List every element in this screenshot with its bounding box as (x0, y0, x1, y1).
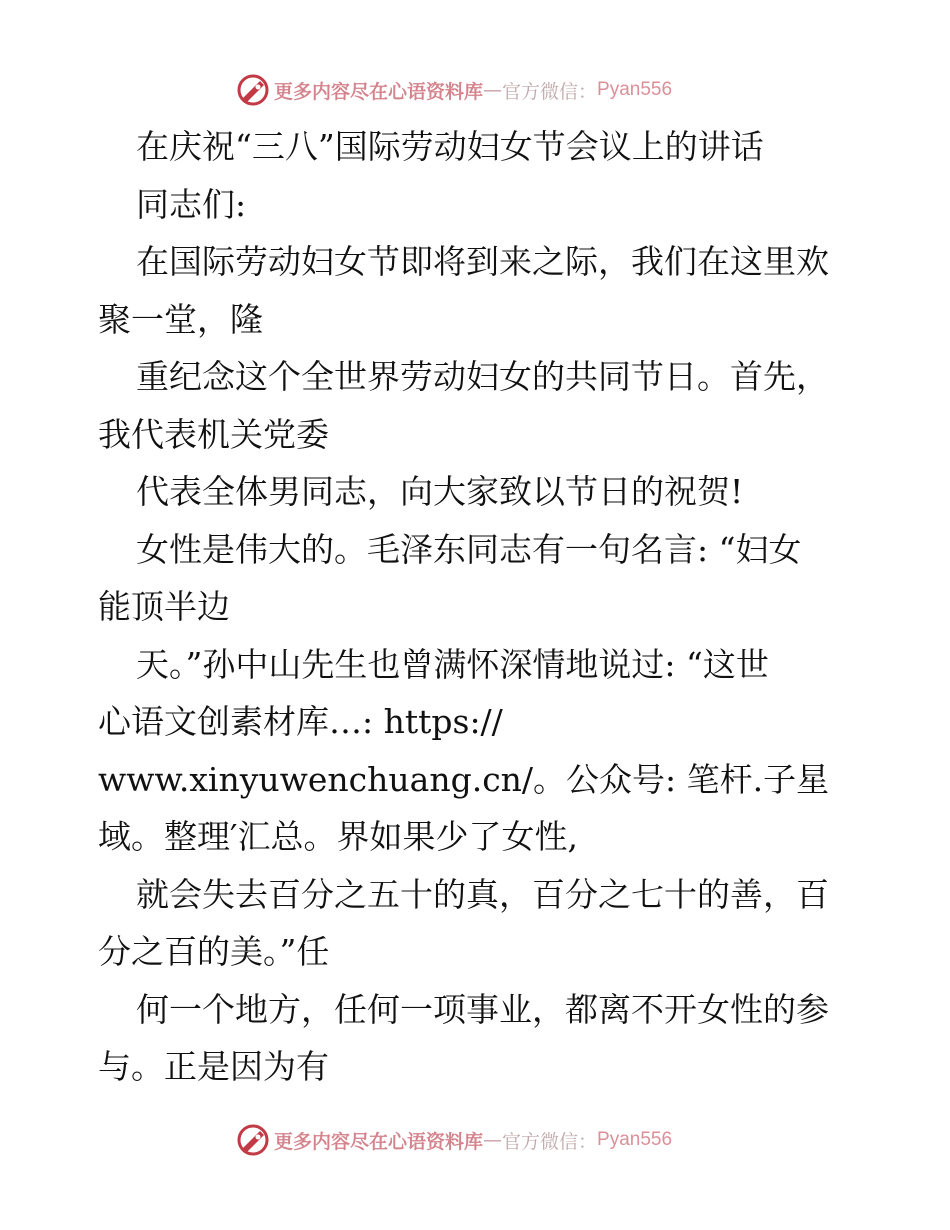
body-text-line: 域。整理′汇总。界如果少了女性, (98, 817, 578, 856)
body-text-line: 就会失去百分之五十的真，百分之七十的善，百 (136, 874, 829, 914)
body-text-line: 能顶半边 (98, 587, 230, 626)
body-text-line: 我代表机关党委 (98, 414, 329, 454)
body-text-line: 在国际劳动妇女节即将到来之际，我们在这里欢 (136, 242, 829, 281)
body-text-line: 何一个地方，任何一项事业，都离不开女性的参 (136, 989, 829, 1029)
header-watermark-banner (236, 72, 672, 108)
body-text-line: 同志们: (136, 184, 247, 224)
body-text-line: 心语文创素材库…: https:// (98, 702, 503, 741)
document-body (98, 118, 858, 1096)
banner-dash: — (483, 1129, 503, 1151)
body-text-line: www.xinyuwenchuang.cn/。公众号: 笔杆.子星 (98, 759, 830, 799)
body-text-line: 聚一堂，隆 (98, 299, 263, 339)
body-text-line: 重纪念这个全世界劳动妇女的共同节日。首先， (136, 357, 829, 396)
body-text-line: 在庆祝“三八”国际劳动妇女节会议上的讲话 (136, 127, 764, 166)
footer-watermark-banner (236, 1122, 672, 1158)
pen-nib-circle-logo-icon (236, 1123, 270, 1157)
body-text-line: 女性是伟大的。毛泽东同志有一句名言: “妇女 (136, 529, 802, 569)
banner-wechat-id: Pyan556 (597, 1129, 673, 1150)
body-text-line: 分之百的美。”任 (98, 932, 330, 971)
banner-wechat-label: 官方微信： (502, 80, 598, 103)
banner-wechat-id: Pyan556 (597, 79, 673, 100)
banner-main-text: 更多内容尽在心语资料库 (274, 80, 484, 103)
body-text-line: 代表全体男同志，向大家致以节日的祝贺! (136, 472, 744, 511)
banner-wechat-label: 官方微信： (502, 1130, 598, 1153)
body-text-line: 与。正是因为有 (98, 1047, 329, 1086)
banner-dash: — (483, 79, 503, 101)
body-text-line: 天。”孙中山先生也曾满怀深情地说过: “这世 (136, 644, 769, 684)
banner-main-text: 更多内容尽在心语资料库 (274, 1130, 484, 1153)
pen-nib-circle-logo-icon (236, 73, 270, 107)
